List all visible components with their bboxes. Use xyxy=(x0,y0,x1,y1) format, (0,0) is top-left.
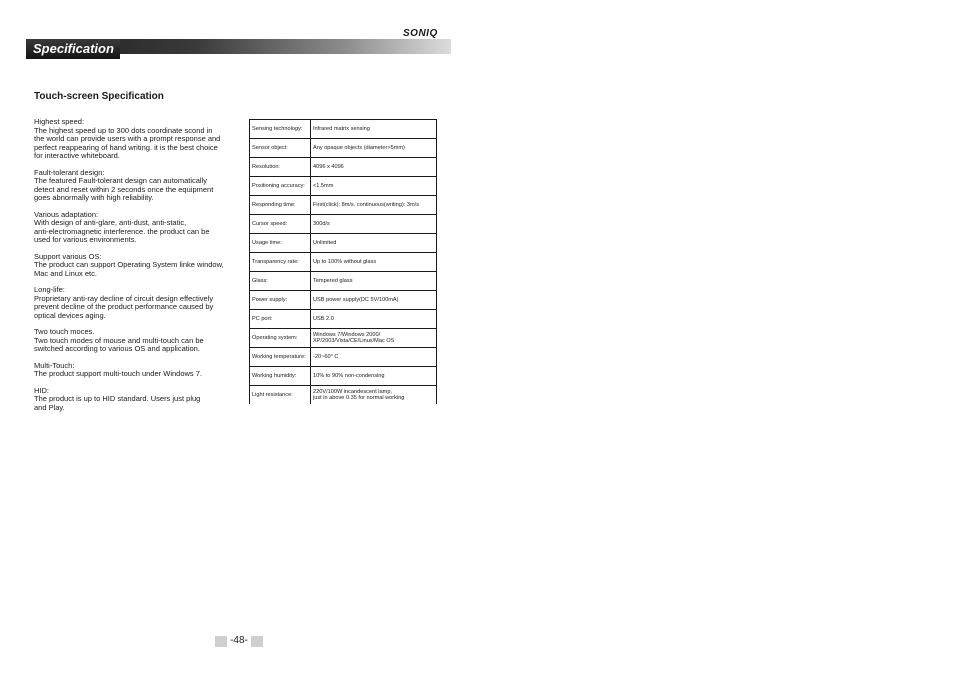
spec-label: Light resistance: xyxy=(250,386,311,405)
feature-item xyxy=(34,118,246,161)
feature-title: Various adaptation: xyxy=(34,209,99,219)
spec-value: Up to 100% without glass xyxy=(311,253,437,272)
spec-label: Working humidity: xyxy=(250,367,311,386)
feature-title: Fault-tolerant design: xyxy=(34,167,105,177)
feature-list xyxy=(34,118,246,420)
spec-table xyxy=(249,119,437,404)
feature-text: With design of anti-glare, anti-dust, anti-static, anti-electromagnetic interference. the product can be used for various environments. xyxy=(34,218,210,244)
table-row xyxy=(250,120,437,139)
feature-text: The highest speed up to 300 dots coordinate scond in the world can provide users with a prompt response and perfect reappearing of hand writing. it is the best choice for interactive whiteboard. xyxy=(34,125,221,160)
table-row xyxy=(250,367,437,386)
spec-label: Responding time: xyxy=(250,196,311,215)
spec-label: Glass: xyxy=(250,272,311,291)
spec-value: Windows 7/Windows 2000/ XP/2003/Vista/CE/Linux/Mac OS xyxy=(311,329,437,348)
spec-label: Operating system: xyxy=(250,329,311,348)
spec-label: Sensor object: xyxy=(250,139,311,158)
spec-value: Any opaque objects (diameter>5mm) xyxy=(311,139,437,158)
feature-text: Two touch modes of mouse and multi-touch can be switched according to various OS and application. xyxy=(34,335,204,353)
feature-title: Multi-Touch: xyxy=(34,360,75,370)
feature-text: The product is up to HID standard. Users just plug and Play. xyxy=(34,394,201,412)
spec-value: 4096 x 4096 xyxy=(311,158,437,177)
feature-title: Highest speed: xyxy=(34,117,85,126)
feature-title: HID: xyxy=(34,385,49,395)
spec-label: PC port: xyxy=(250,310,311,329)
table-row xyxy=(250,329,437,348)
spec-value: USB 2.0 xyxy=(311,310,437,329)
feature-title: Support various OS: xyxy=(34,251,102,261)
feature-title: Long-life: xyxy=(34,285,65,294)
feature-item xyxy=(34,286,246,320)
page-number-right-block xyxy=(251,636,263,647)
page-number-left-block xyxy=(215,636,227,647)
table-row xyxy=(250,215,437,234)
table-row xyxy=(250,386,437,405)
feature-item xyxy=(34,362,246,379)
table-row xyxy=(250,272,437,291)
spec-value: 10% to 90% non-condensing xyxy=(311,367,437,386)
spec-label: Sensing technology: xyxy=(250,120,311,139)
spec-label: Resolution: xyxy=(250,158,311,177)
spec-value: Unlimited xyxy=(311,234,437,253)
table-row xyxy=(250,348,437,367)
feature-item xyxy=(34,328,246,354)
spec-value: First(click): 8m/s. continuous(writing): 3m/s xyxy=(311,196,437,215)
feature-text: The product support multi-touch under Windows 7. xyxy=(34,369,202,378)
page-number-box xyxy=(215,636,263,647)
spec-label: Cursor speed: xyxy=(250,215,311,234)
table-row xyxy=(250,291,437,310)
feature-item xyxy=(34,169,246,203)
feature-text: The product can support Operating System linke window, Mac and Linux etc. xyxy=(34,260,224,278)
spec-value: Infrared matrix sensing xyxy=(311,120,437,139)
spec-label: Power supply: xyxy=(250,291,311,310)
spec-value: 300d/s xyxy=(311,215,437,234)
spec-value: -20~60° C xyxy=(311,348,437,367)
feature-item xyxy=(34,253,246,279)
spec-label: Usage time: xyxy=(250,234,311,253)
spec-value: 220V/100W incandescent lamp, just in above 0.35 for normal working xyxy=(311,386,437,405)
table-row xyxy=(250,234,437,253)
feature-item xyxy=(34,211,246,245)
table-row xyxy=(250,253,437,272)
spec-value: <1.5mm xyxy=(311,177,437,196)
page-number: -48- xyxy=(230,635,248,646)
table-row xyxy=(250,177,437,196)
brand-logo: SONIQ xyxy=(403,28,438,39)
spec-label: Positioning accuracy: xyxy=(250,177,311,196)
page-title: Specification xyxy=(33,41,114,56)
section-title: Touch-screen Specification xyxy=(34,91,164,102)
spec-label: Transparency rate: xyxy=(250,253,311,272)
table-row xyxy=(250,139,437,158)
feature-title: Two touch moces. xyxy=(34,327,95,336)
table-row xyxy=(250,158,437,177)
feature-text: Proprietary anti-ray decline of circuit design effectively prevent decline of the product performance caused by optical devices aging. xyxy=(34,293,214,320)
spec-label: Working temperature: xyxy=(250,348,311,367)
table-row xyxy=(250,196,437,215)
feature-item xyxy=(34,387,246,413)
spec-value: Tempered glass xyxy=(311,272,437,291)
feature-text: The featured Fault-tolerant design can automatically detect and reset within 2 seconds once the equipment goes abnormally with high reliability. xyxy=(34,176,214,202)
table-row xyxy=(250,310,437,329)
spec-value: USB power supply(DC 5V/100mA) xyxy=(311,291,437,310)
